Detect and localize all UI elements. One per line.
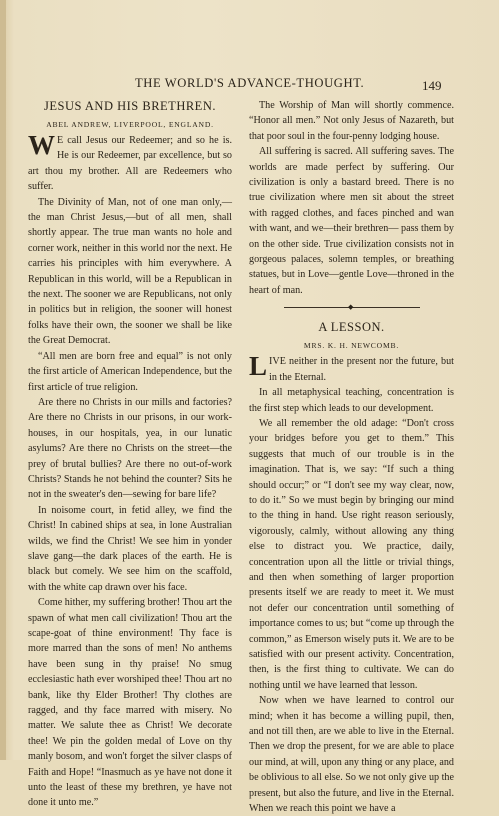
- page-binding: [0, 0, 6, 760]
- paragraph: The Worship of Man will shortly commence. “Honor all men.” Not only Jesus of Nazareth, but that poor soul in the four-penny lodging house.: [249, 100, 454, 142]
- page-number: 149: [422, 78, 442, 93]
- running-title: THE WORLD'S ADVANCE-THOUGHT.: [135, 76, 365, 90]
- paragraph: All suffering is sacred. All suffering saves. The worlds are made perfect by suffering. Our civilization is only a bastard breed. There is no true civilization where men sit about the street with ragged clothes, and faces pinched and wan with want, and we—their brethren— pass them by on the other side. True civilization consists not in gorgeous palaces, solemn temples, or breathing statues, but in Love—gentle Love—throned in the heart of man.: [249, 146, 454, 296]
- divider-ornament-icon: ◆: [348, 303, 354, 312]
- left-column: [28, 98, 232, 811]
- paragraph: Come hither, my suffering brother! Thou art the spawn of what men call civilization! Thou art the scape-goat of thine environment! Thy face is more marred than the sons of men! No anthems have been sung in thy praise! No smug ecclesiastic hath ever worshiped thee! Thou art no bank, like thy Elder Brother! Thy clothes are ragged, and thy face marred with misery. No matter. We salute thee as Christ! We decorate thee! We pin the golden medal of Love on thy manly bosom, and won't forget the silver clasps of Faith and Hope! “Inasmuch as ye have not done it unto the least of these my brethren, ye have not done it unto me.”: [28, 597, 232, 809]
- drop-cap: W: [28, 130, 55, 160]
- section-divider: [249, 301, 454, 315]
- article-title-lesson: A LESSON.: [318, 320, 385, 335]
- article-title-jesus: JESUS AND HIS BRETHREN.: [44, 99, 216, 113]
- paragraph: In all metaphysical teaching, concentration is the first step which leads to our development.: [249, 387, 454, 414]
- paragraph: [28, 130, 232, 195]
- drop-cap: L: [249, 351, 268, 382]
- paragraph-text: E call Jesus our Redeemer; and so he is. He is our Redeemer, par excellence, but so art thou my brother. All are Redeemers who suffer.: [28, 135, 232, 193]
- article-byline-lesson: MRS. K. H. NEWCOMB.: [303, 341, 400, 351]
- paragraph: [249, 351, 454, 385]
- paragraph: In noisome court, in fetid alley, we find the Christ! In cabined ships at sea, in lone Australian wilds, we find the Christ! We see him in yonder slave gang—the dark places of the earth. He is black but comely. We see him on the scaffold, with the white cap drawn over his face.: [28, 504, 232, 593]
- paragraph: Now when we have learned to control our mind; when it has become a willing pupil, then, and not till then, are we able to live in the Eternal. Then we drop the present, for we are able to place our mind, at will, upon any thing or any place, and be oblivious to all else. So we not only give up the present, but also the future, and live in the Eternal. When we reach this point we have a: [249, 695, 454, 815]
- paragraph: Are there no Christs in our mills and factories? Are there no Christs in our prisons, in our work-houses, in our hospitals, yea, in our lunatic asylums? Are there no Christs on the street—the prey of brutal bullies? Are there no out-of-work Christs? Stands he not behind the counter? Sits he not in the sweater's den—sewing for bare life?: [28, 396, 232, 501]
- article-byline-jesus: ABEL ANDREW, LIVERPOOL, ENGLAND.: [46, 120, 214, 129]
- paragraph: We all remember the old adage: “Don't cross your bridges before you get to them.” This suggests that much of our trouble is in the imagination. That is, we say: “If such a thing should occur;” or “I don't see my way clear, now, to do it.” So we must begin by bringing our mind to the thing in hand. Use right reason seriously, vigorously, calmly, without allowing any thing else to distract you. We practice, daily, concentration upon all the little or trivial things, and then when something of larger proportion presents itself we are ready to meet it. We must not defer our concentration until something of importance comes to us; but “come up through the common,” as Emerson wisely puts it. We are to be satisfied with our present activity. Concentration, then, is the first thing to cultivate. We can do nothing until we have learned that lesson.: [249, 417, 454, 691]
- page-header: [0, 76, 499, 98]
- paragraph: The Divinity of Man, not of one man only,—the man Christ Jesus,—but of all men, shall shortly appear. The true man wants no hole and corner work, neither in this world nor the next. He carries his principles with him everywhere. A Republican in this world, will be a Republican in the next. The sooner we are Republicans, not only in politics but in religion, the sooner will honest folks have their own, the sooner we shall be like the Great Democrat.: [28, 196, 232, 347]
- right-column: [249, 98, 454, 816]
- paragraph-text: IVE neither in the present nor the future, but in the Eternal.: [269, 356, 454, 383]
- paragraph: “All men are born free and equal” is not only the first article of American Independence, but the first article of true religion.: [28, 350, 232, 393]
